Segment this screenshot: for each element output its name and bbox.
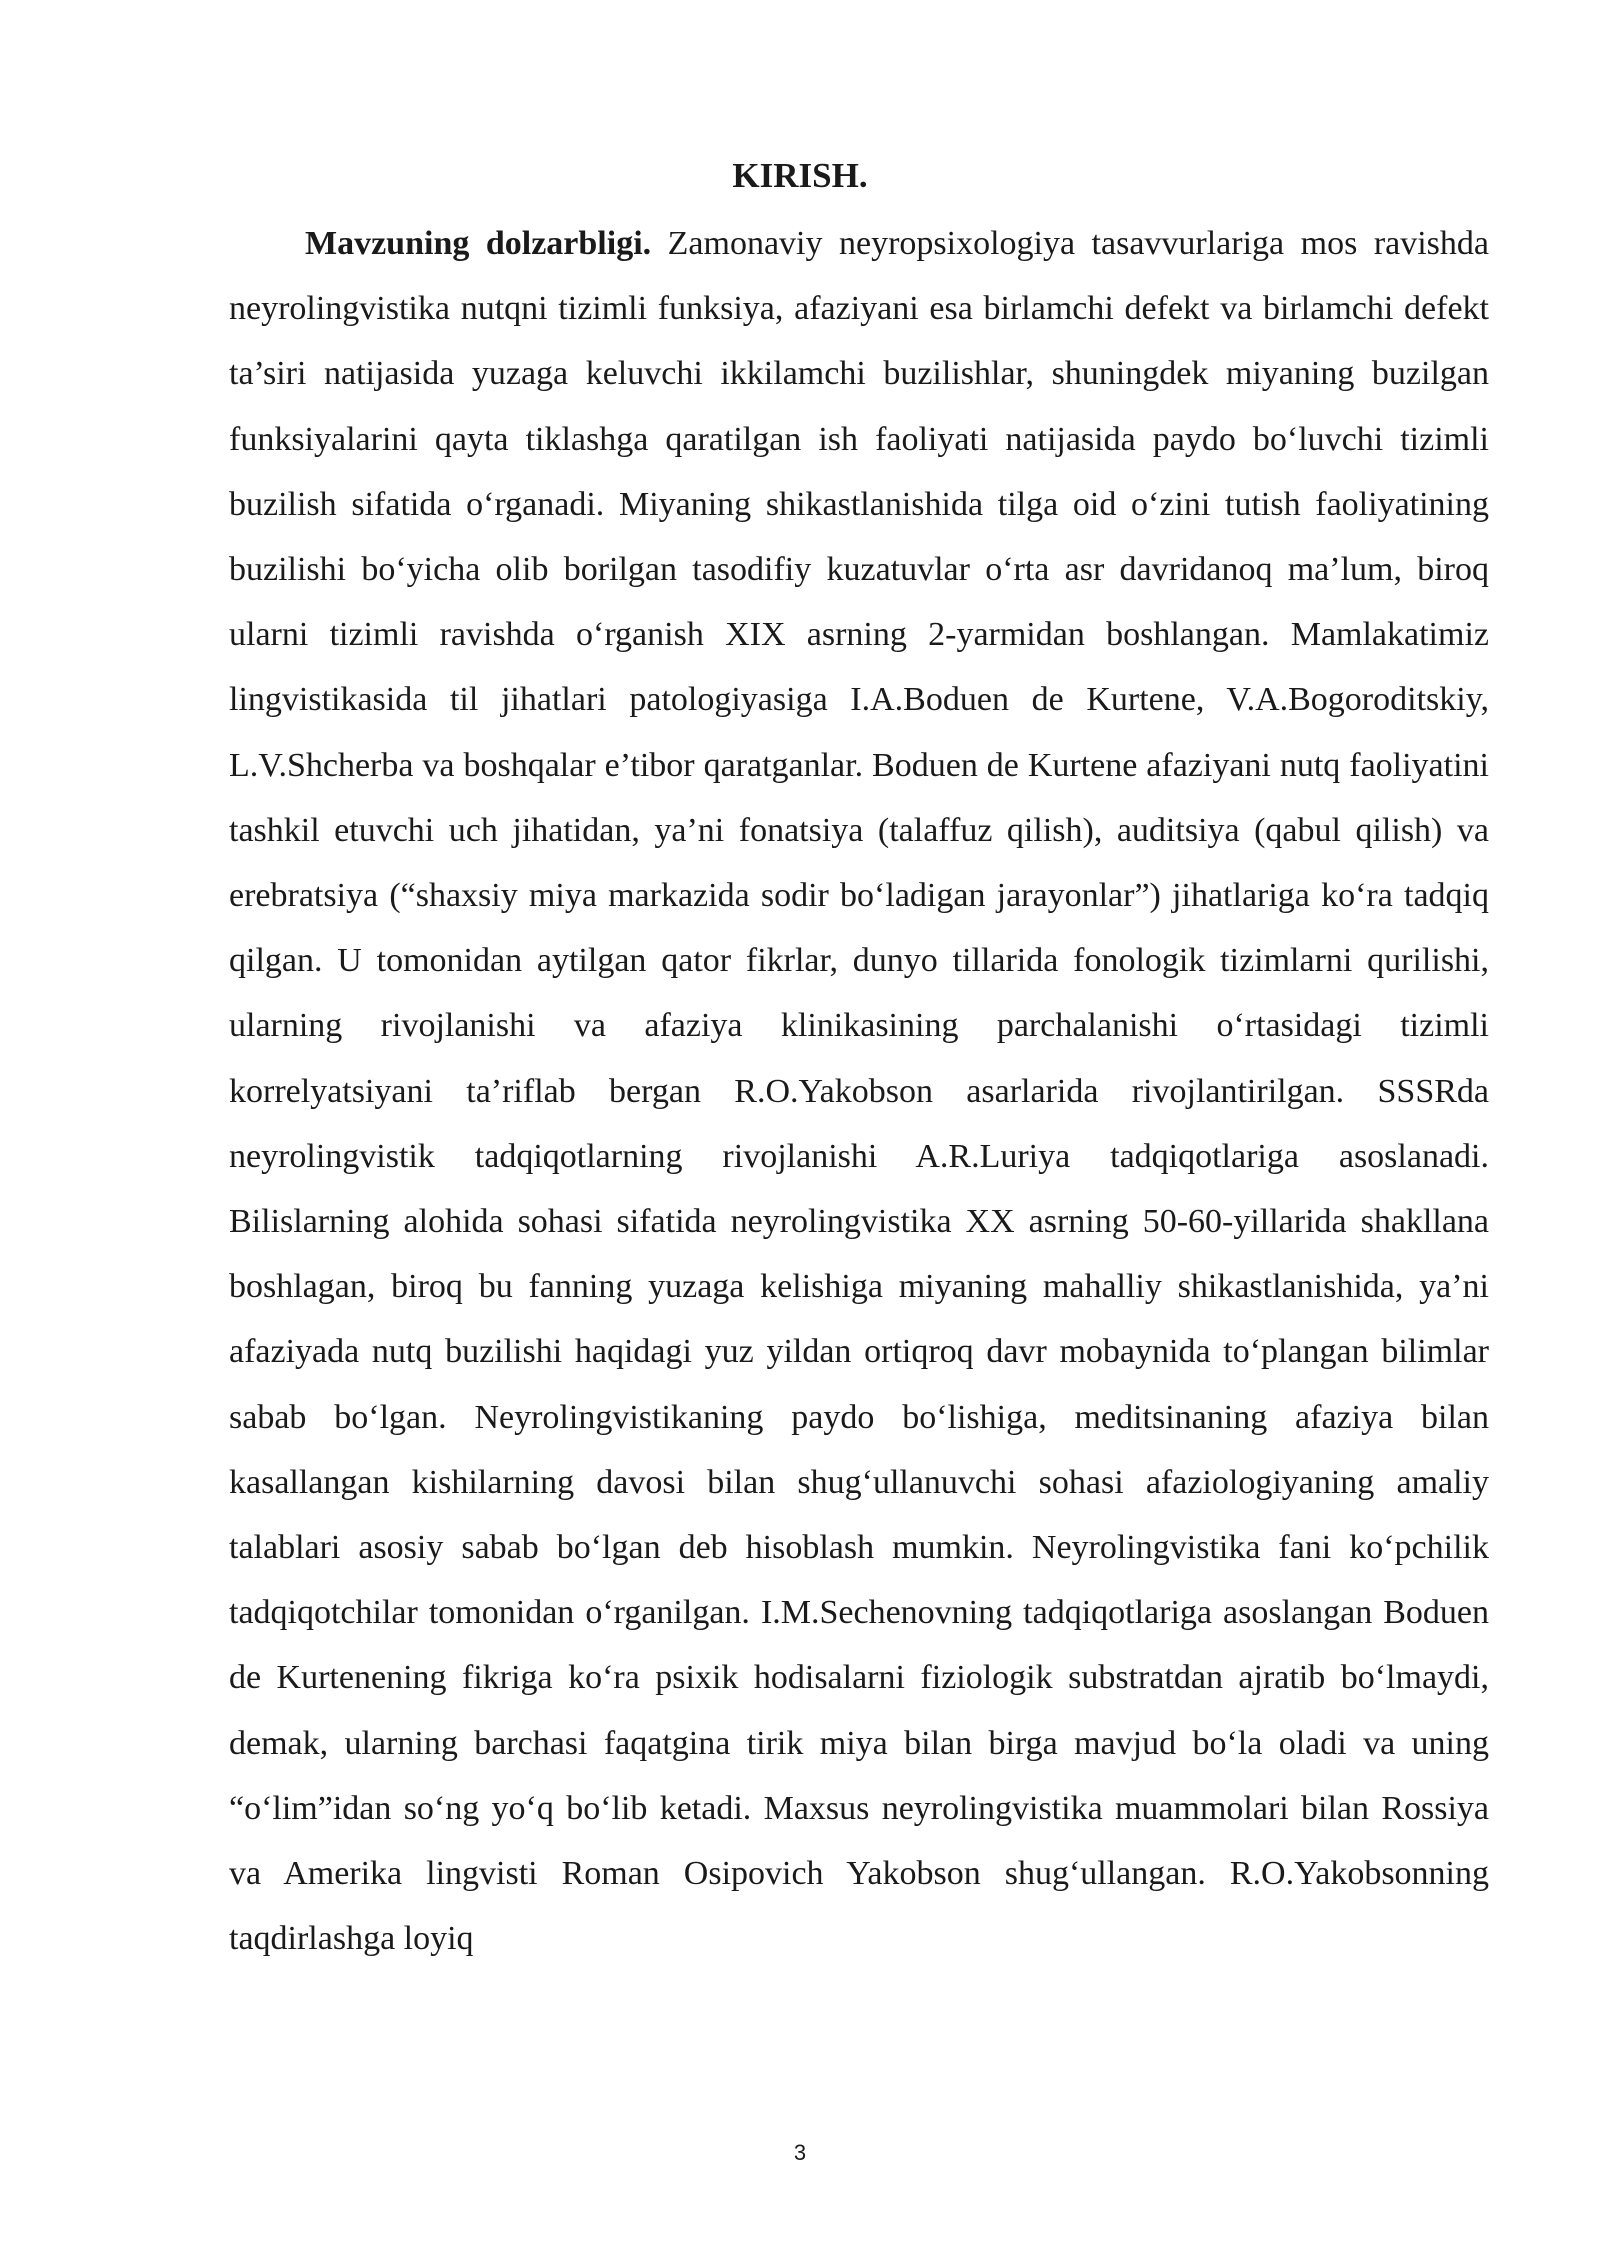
page-number: 3: [793, 2140, 807, 2165]
section-heading: KIRISH.: [732, 156, 868, 195]
body-paragraph: [229, 211, 1489, 1971]
paragraph-text: Zamonaviy neyropsixologiya tasavvurlariga mos ravishda neyrolingvistika nutqni tizimli funksiya, afaziyani esa birlamchi defekt va birlamchi defekt ta’siri natijasida yuzaga keluvchi ikkilamchi buzilishlar, shuningdek miyaning buzilgan funksiyalarini qayta tiklashga qaratilgan ish faoliyati natijasida paydo bo‘luvchi tizimli buzilish sifatida o‘rganadi. Miyaning shikastlanishida tilga oid o‘zini tutish faoliyatining buzilishi bo‘yicha olib borilgan tasodifiy kuzatuvlar o‘rta asr davridanoq ma’lum, biroq ularni tizimli ravishda o‘rganish XIX asrning 2-yarmidan boshlangan. Mamlakatimiz lingvistikasida til jihatlari patologiyasiga I.A.Boduen de Kurtene, V.A.Bogoroditskiy, L.V.Shcherba va boshqalar e’tibor qaratganlar. Boduen de Kurtene afaziyani nutq faoliyatini tashkil etuvchi uch jihatidan, ya’ni fonatsiya (talaffuz qilish), auditsiya (qabul qilish) va erebratsiya (“shaxsiy miya markazida sodir bo‘ladigan jarayonlar”) jihatlariga ko‘ra tadqiq qilgan. U tomonidan aytilgan qator fikrlar, dunyo tillarida fonologik tizimlarni qurilishi, ularning rivojlanishi va afaziya klinikasining parchalanishi o‘rtasidagi tizimli korrelyatsiyani ta’riflab bergan R.O.Yakobson asarlarida rivojlantirilgan. SSSRda neyrolingvistik tadqiqotlarning rivojlanishi A.R.Luriya tadqiqotlariga asoslanadi. Bilislarning alohida sohasi sifatida neyrolingvistika XX asrning 50-60-yillarida shakllana boshlagan, biroq bu fanning yuzaga kelishiga miyaning mahalliy shikastlanishida, ya’ni afaziyada nutq buzilishi haqidagi yuz yildan ortiqroq davr mobaynida to‘plangan bilimlar sabab bo‘lgan. Neyrolingvistikaning paydo bo‘lishiga, meditsinaning afaziya bilan kasallangan kishilarning davosi bilan shug‘ullanuvchi sohasi afaziologiyaning amaliy talablari asosiy sabab bo‘lgan deb hisoblash mumkin. Neyrolingvistika fani ko‘pchilik tadqiqotchilar tomonidan o‘rganilgan. I.M.Sechenovning tadqiqotlariga asoslangan Boduen de Kurtenening fikriga ko‘ra psixik hodisalarni fiziologik substratdan ajratib bo‘lmaydi, demak, ularning barchasi faqatgina tirik miya bilan birga mavjud bo‘la oladi va uning “o‘lim”idan so‘ng yo‘q bo‘lib ketadi. Maxsus neyrolingvistika muammolari bilan Rossiya va Amerika lingvisti Roman Osipovich Yakobson shug‘ullangan. R.O.Yakobsonning taqdirlashga loyiq: [229, 225, 1489, 1958]
paragraph-lead: Mavzuning dolzarbligi.: [305, 225, 652, 262]
